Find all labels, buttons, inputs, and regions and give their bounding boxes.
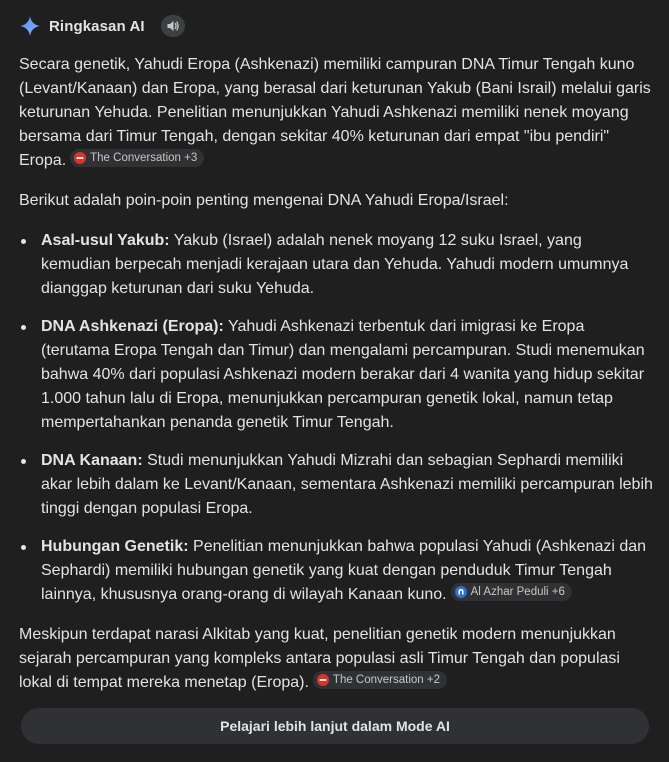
point-text: Penelitian menunjukkan bahwa populasi Yahudi (Ashkenazi dan Sephardi) memiliki hubungan genetik yang kuat dengan penduduk Timur Tengah lainnya, khususnya orang-orang di wilayah Kanaan kuno.	[41, 538, 647, 603]
sparkle-icon	[20, 16, 40, 36]
bullet	[21, 239, 26, 244]
intro-text: Secara genetik, Yahudi Eropa (Ashkenazi) memiliki campuran DNA Timur Tengah kuno (Levant/Kanaan) dan Eropa, yang berasal dari keturunan Yakub (Bani Israil) melalui garis keturunan Yehuda. Penelitian menunjukkan Yahudi Ashkenazi memiliki nenek moyang bersama dari Timur Tengah, dengan sekitar 40% keturunan dari empat "ibu pendiri" Eropa.	[19, 56, 651, 169]
ai-mode-button[interactable]	[21, 708, 649, 744]
conclusion-text: Meskipun terdapat narasi Alkitab yang kuat, penelitian genetik modern menunjukkan sejarah percampuran yang kompleks antara populasi asli Timur Tengah dan populasi lokal di tempat mereka menetap (Eropa).	[19, 626, 620, 691]
source-chip-label: The Conversation +3	[90, 152, 198, 164]
bullet	[21, 325, 26, 330]
lead-paragraph: Berikut adalah poin-poin penting mengenai DNA Yahudi Eropa/Israel:	[19, 192, 509, 209]
point-text: Yahudi Ashkenazi terbentuk dari imigrasi ke Eropa (terutama Eropa Tengah dan Timur) dan mengalami percampuran. Studi menemukan bahwa 40% dari populasi Ashkenazi modern berakar dari 4 wanita yang hidup sekitar 1.000 tahun lalu di Eropa, menunjukkan percampuran genetik lokal, namun tetap mempertahankan penanda genetik Timur Tengah.	[41, 318, 645, 431]
point-title: DNA Kanaan:	[41, 452, 143, 469]
the-conversation-logo-icon	[74, 152, 86, 164]
source-chip-the-conversation[interactable]	[313, 671, 447, 689]
list-item	[19, 535, 655, 607]
source-chip-al-azhar-peduli[interactable]	[451, 583, 572, 601]
point-text: Studi menunjukkan Yahudi Mizrahi dan sebagian Sephardi memiliki akar lebih dalam ke Levant/Kanaan, sementara Ashkenazi memiliki percampuran lebih tinggi dengan populasi Eropa.	[41, 452, 653, 517]
list-item	[19, 449, 655, 521]
ai-overview-content	[19, 53, 655, 695]
ai-overview-title: Ringkasan AI	[49, 17, 145, 35]
point-title: Asal-usul Yakub:	[41, 232, 170, 249]
the-conversation-logo-icon	[317, 674, 329, 686]
list-item	[19, 229, 655, 301]
ai-overview-header	[20, 14, 185, 38]
point-title: Hubungan Genetik:	[41, 538, 189, 555]
point-title: DNA Ashkenazi (Eropa):	[41, 318, 224, 335]
listen-button[interactable]	[161, 15, 185, 37]
source-chip-label: Al Azhar Peduli +6	[470, 586, 565, 598]
intro-paragraph	[19, 53, 655, 173]
al-azhar-peduli-logo-icon	[455, 586, 467, 598]
point-text: Yakub (Israel) adalah nenek moyang 12 suku Israel, yang kemudian berpecah menjadi kerajaan utara dan Yehuda. Yahudi modern umumnya dianggap keturunan dari suku Yehuda.	[41, 232, 629, 297]
list-item	[19, 315, 655, 435]
bullet	[21, 459, 26, 464]
bullet	[21, 545, 26, 550]
speaker-icon	[166, 19, 180, 33]
source-chip-label: The Conversation +2	[332, 674, 440, 686]
source-chip-the-conversation[interactable]	[70, 149, 204, 167]
key-points-list	[19, 229, 655, 607]
conclusion-paragraph	[19, 623, 655, 695]
ai-mode-button-label: Pelajari lebih lanjut dalam Mode AI	[220, 718, 450, 734]
